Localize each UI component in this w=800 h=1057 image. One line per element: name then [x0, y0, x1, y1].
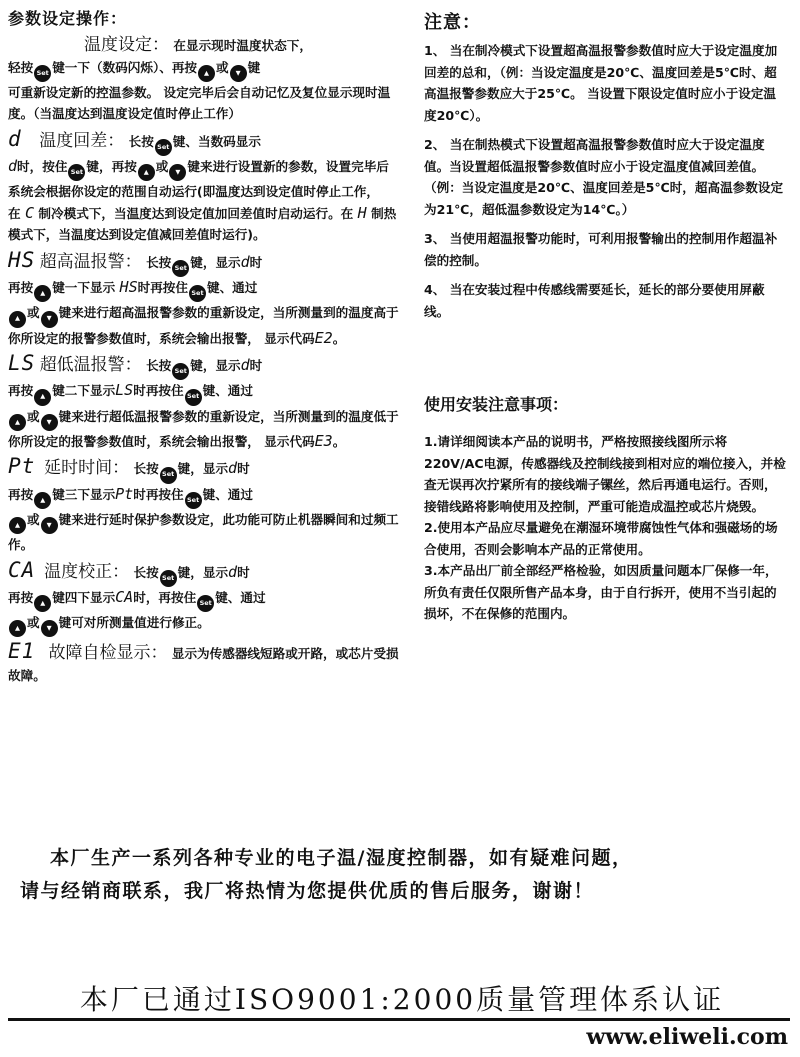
delay-time-text: 再按 [8, 486, 34, 502]
closing-line: 请与经销商联系，我厂将热情为您提供优质的售后服务，谢谢！ [20, 880, 595, 902]
down-key-icon: ▼ [41, 620, 58, 637]
notes-title: 注意： [424, 12, 481, 33]
temp-set-text: 轻按 [8, 59, 34, 75]
display-code-d: d [240, 252, 250, 271]
low-temp-alarm-text: 或 [27, 408, 40, 424]
low-temp-alarm-text: 键来进行超低温报警参数的重新设定，当所测量到的温度低于你所设定的报警参数值时，系统会输出报警， 显示代码 [8, 408, 399, 449]
set-key-icon: Set [160, 467, 177, 484]
delay-time-text: 或 [27, 511, 40, 527]
high-temp-alarm-text: 键，显示 [190, 254, 241, 270]
up-key-icon: ▲ [34, 285, 51, 302]
low-temp-alarm-section [8, 353, 400, 452]
low-temp-alarm-heading: 超低温报警： [39, 355, 142, 375]
display-code-pt: Pt [8, 454, 36, 479]
down-key-icon: ▼ [169, 164, 186, 181]
temp-diff-text: 或 [155, 159, 169, 174]
low-temp-alarm-text: 。 [332, 433, 346, 449]
error-code-e3: E3 [314, 431, 333, 450]
down-key-icon: ▼ [230, 65, 247, 82]
high-temp-alarm-text: 键一下显示 [52, 280, 116, 295]
temp-calibration-heading: 温度校正： [44, 561, 130, 582]
temp-set-text: 或 [216, 59, 229, 75]
temp-diff-text: 制冷模式下，当温度达到设定值加回差值时启动运行。在 [38, 205, 354, 221]
temp-set-section [8, 35, 400, 125]
display-code-e1: E1 [8, 639, 36, 664]
up-key-icon: ▲ [34, 492, 51, 509]
parameter-settings-title: 参数设定操作： [8, 9, 128, 28]
display-code-h: H [357, 203, 367, 222]
display-code-d: d [228, 459, 238, 478]
temp-calibration-text: 键，显示 [177, 564, 229, 580]
up-key-icon: ▲ [34, 595, 51, 612]
temp-diff-text: 键、当数码显示 [172, 133, 261, 149]
set-key-icon: Set [185, 389, 202, 406]
set-key-icon: Set [172, 363, 189, 380]
high-temp-alarm-text: 时再按住 [137, 280, 188, 295]
low-temp-alarm-text: 长按 [146, 358, 172, 373]
set-key-icon: Set [34, 65, 51, 82]
display-code-pt: Pt [115, 484, 134, 503]
high-temp-alarm-text: 时 [249, 254, 263, 270]
temp-calibration-text: 或 [27, 615, 40, 630]
down-key-icon: ▼ [41, 414, 58, 431]
closing-line: 本厂生产一系列各种专业的电子温/湿度控制器，如有疑难问题， [50, 847, 633, 869]
display-code-d: d [240, 356, 250, 374]
delay-time-text: 键，显示 [177, 461, 229, 477]
website-url: www.eliweli.com [586, 1024, 788, 1050]
set-key-icon: Set [189, 285, 206, 302]
display-code-ca: CA [115, 587, 134, 606]
parameter-settings-column [8, 6, 400, 690]
up-key-icon: ▲ [9, 620, 26, 637]
fault-self-check-section [8, 641, 400, 686]
installation-notes-title: 使用安装注意事项： [424, 395, 569, 414]
display-code-d: d [228, 562, 238, 581]
set-key-icon: Set [155, 139, 172, 156]
note-item: 4、 当在安装过程中传感线需要延长，延长的部分要使用屏蔽线。 [424, 282, 765, 319]
delay-time-text: 键来进行延时保护参数设定，此功能可防止机器瞬间和过频工作。 [8, 511, 399, 552]
low-temp-alarm-text: 键，显示 [190, 358, 241, 373]
temp-diff-text: 制热模式下，当温度达到设定值减回差值时运行)。 [8, 205, 397, 243]
temp-set-heading: 温度设定： [84, 35, 169, 55]
high-temp-alarm-text: 键来进行超高温报警参数的重新设定，当所测量到的温度高于你所设定的报警参数值时，系统会输出报警， 显示代码 [8, 305, 399, 346]
note-item: 2、 当在制热模式下设置超高温报警参数值时应大于设定温度值。当设置超低温报警参数值时应小于设定温度值减回差值。（例：当设定温度是20℃、温度回差是5℃时，超高温参数设定为21℃，超低温参数设定为14℃。） [424, 137, 784, 217]
display-code-ls: LS [115, 381, 134, 400]
low-temp-alarm-text: 时 [249, 358, 263, 373]
set-key-icon: Set [185, 492, 202, 509]
high-temp-alarm-section [8, 247, 400, 349]
fault-self-check-heading: 故障自检显示： [48, 643, 168, 664]
high-temp-alarm-text: 键、通过 [206, 280, 258, 295]
temp-calibration-text: 时 [237, 564, 250, 580]
delay-time-text: 时再按住 [133, 486, 184, 502]
up-key-icon: ▲ [9, 414, 26, 431]
up-key-icon: ▲ [9, 517, 26, 534]
high-temp-alarm-text: 。 [332, 330, 346, 346]
delay-time-text: 键三下显示 [52, 486, 116, 502]
up-key-icon: ▲ [9, 311, 26, 328]
delay-time-text: 时 [237, 461, 250, 477]
low-temp-alarm-text: 键二下显示 [52, 383, 116, 399]
set-key-icon: Set [172, 260, 189, 277]
delay-time-text: 长按 [133, 461, 159, 477]
installation-note-item: 3.本产品出厂前全部经严格检验，如因质量问题本厂保修一年，所负有责任仅限所售产品本身，由于自行拆开，使用不当引起的损坏，不在保修的范围内。 [424, 563, 778, 621]
footer-divider [8, 1018, 790, 1021]
iso-certification: 本厂已通过ISO9001:2000质量管理体系认证 [79, 983, 725, 1016]
low-temp-alarm-text: 再按 [8, 383, 34, 399]
temp-diff-text: 长按 [128, 133, 154, 149]
up-key-icon: ▲ [198, 65, 215, 82]
temp-calibration-text: 键四下显示 [52, 589, 116, 605]
down-key-icon: ▼ [41, 311, 58, 328]
temp-calibration-text: 长按 [133, 564, 159, 580]
temp-calibration-text: 再按 [8, 589, 34, 605]
high-temp-alarm-text: 或 [27, 305, 40, 321]
display-code-d: d [8, 157, 18, 175]
note-item: 3、 当使用超温报警功能时，可利用报警输出的控制用作超温补偿的控制。 [424, 231, 778, 268]
temp-diff-section [8, 126, 400, 246]
note-item: 1、 当在制冷模式下设置超高温报警参数值时应大于设定温度加回差的总和，（例：当设定温度是20℃、温度回差是5℃时、超高温报警参数应大于25℃。 当设置下限设定值时应小于设定温度20℃）。 [424, 43, 778, 123]
low-temp-alarm-text: 键、通过 [202, 383, 253, 399]
fault-self-check-text: 显示为传感器线短路或开路，或芯片受损故障。 [8, 646, 399, 683]
display-code-d: d [8, 126, 22, 151]
display-code-c: C [24, 203, 35, 222]
display-code-ca: CA [8, 557, 36, 582]
temp-calibration-text: 时，再按住 [133, 589, 197, 605]
temp-diff-heading: 温度回差： [39, 130, 125, 151]
temp-calibration-text: 键、通过 [215, 589, 266, 605]
down-key-icon: ▼ [41, 517, 58, 534]
temp-diff-text: 时，按住 [17, 159, 68, 174]
error-code-e2: E2 [314, 328, 333, 347]
low-temp-alarm-text: 时再按住 [133, 383, 184, 399]
up-key-icon: ▲ [34, 389, 51, 406]
set-key-icon: Set [160, 570, 177, 587]
temp-calibration-section [8, 557, 400, 638]
display-code-ls: LS [8, 351, 36, 375]
installation-note-item: 2.使用本产品应尽量避免在潮湿环境带腐蚀性气体和强磁场的场合使用，否则会影响本产品的正常使用。 [424, 520, 778, 557]
temp-set-text: 键 [247, 59, 261, 75]
installation-note-item: 1.请详细阅读本产品的说明书，严格按照接线图所示将 220V/AC电源，传感器线及控制线接到相对应的端位接入，并检查无误再次拧紧所有的接线端子镙丝，然后再通电运行。否则，接错线路将影响使用及控制，严重可能造成温控或芯片烧毁。 [424, 434, 786, 514]
set-key-icon: Set [197, 595, 214, 612]
display-code-hs: HS [119, 278, 138, 296]
set-key-icon: Set [68, 164, 85, 181]
temp-set-text: 键一下（数码闪烁）、再按 [52, 59, 198, 75]
temp-calibration-text: 键可对所测量值进行修正。 [58, 615, 210, 630]
delay-time-heading: 延时时间： [44, 458, 130, 479]
delay-time-section [8, 456, 400, 555]
temp-diff-text: 键，再按 [86, 159, 137, 174]
high-temp-alarm-heading: 超高温报警： [39, 251, 142, 272]
temp-set-text: 在显示现时温度状态下， [173, 38, 312, 53]
high-temp-alarm-text: 再按 [8, 280, 34, 295]
delay-time-text: 键、通过 [202, 486, 253, 502]
closing-statement [20, 842, 790, 908]
temp-set-text: 可重新设定新的控温参数。 设定完毕后会自动记忆及复位显示现时温度。（当温度达到温度设定值时停止工作） [8, 84, 391, 122]
up-key-icon: ▲ [138, 164, 155, 181]
notes-column [424, 8, 788, 625]
display-code-hs: HS [8, 247, 36, 272]
high-temp-alarm-text: 长按 [146, 254, 172, 270]
temp-diff-text: 键来进行设置新的参数，设置完毕后系统会根据你设定的范围自动运行(即温度达到设定值时停止工作，在 [8, 159, 389, 221]
